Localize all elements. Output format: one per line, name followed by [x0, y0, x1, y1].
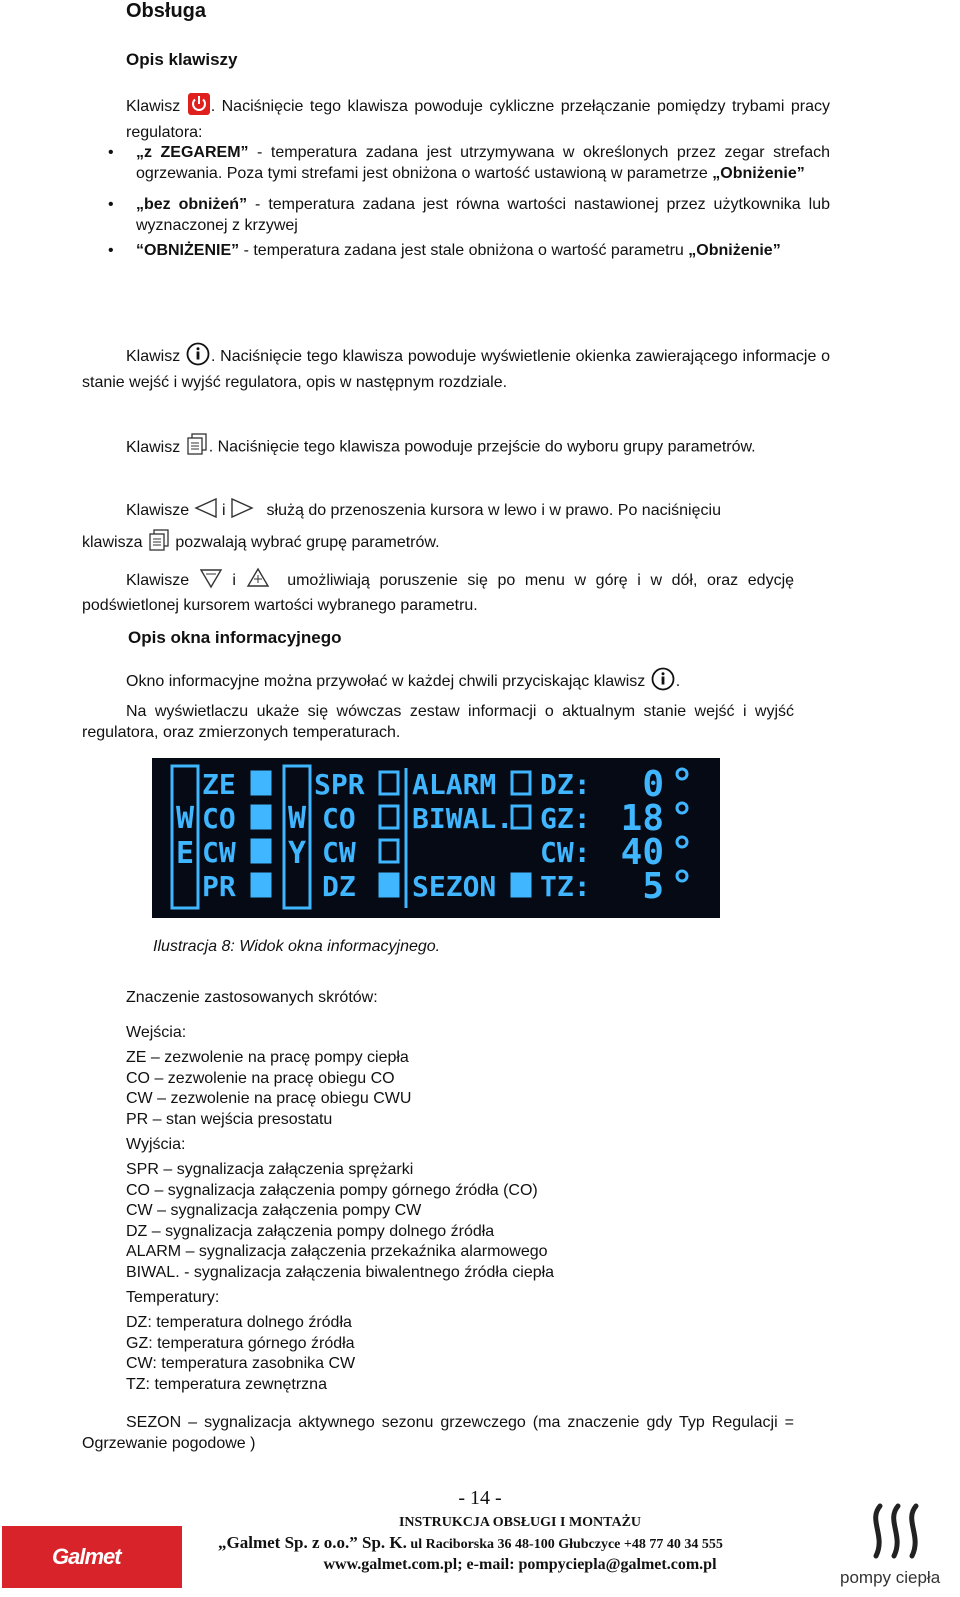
lcd-input-cw-box [252, 840, 270, 862]
lr-keys-line1: Klawisze i służą do przenoszenia kursora w lewo i w prawo. Po naciśnięciu [126, 497, 796, 525]
menu-icon [185, 432, 209, 463]
footer-company: „Galmet Sp. z o.o.” Sp. K. [218, 1533, 407, 1552]
info-window-lcd [152, 758, 720, 918]
mode-bullets [108, 142, 830, 261]
info-p2: Na wyświetlaczu ukaże się wówczas zestaw informacji o aktualnym stanie wejść i wyjść regulatora, oraz zmierzonych temperaturach. [82, 703, 794, 741]
galmet-logo [2, 1526, 182, 1588]
lcd-temp-tz-label: TZ: [540, 870, 591, 903]
legend-output-item: CO – sygnalizacja załączenia pompy górnego źródła (CO) [126, 1181, 538, 1199]
menu-key-text: . Naciśnięcie tego klawisza powoduje przejście do wyboru grupy parametrów. [208, 438, 756, 456]
info-section-title: Opis okna informacyjnego [128, 628, 342, 647]
legend-temp-item: CW: temperatura zasobnika CW [126, 1355, 356, 1372]
legend-input-item: PR – stan wejścia presostatu [126, 1110, 333, 1128]
lcd-sezon-box [512, 874, 530, 896]
footer-manual: INSTRUKCJA OBSŁUGI I MONTAŻU [398, 1515, 642, 1530]
info-key-prefix: Klawisz [126, 348, 181, 366]
pompy-ciepla-text: pompy ciepła [840, 1568, 941, 1587]
lcd-sezon: SEZON [412, 870, 497, 903]
power-key-prefix: Klawisz [126, 98, 181, 116]
arrow-up-icon [246, 567, 270, 595]
lcd-output-co-box [380, 806, 398, 828]
lcd-we-w: W [176, 801, 195, 836]
legend-output-item: SPR – sygnalizacja załączenia sprężarki [126, 1161, 414, 1178]
arrow-right-icon [230, 497, 254, 525]
lcd-wy-y: Y [288, 836, 307, 871]
lcd-temp-cw-value: 40 [620, 832, 664, 873]
legend-output-item: BIWAL. - sygnalizacja załączenia biwalentnego źródła ciepła [126, 1263, 555, 1281]
figure-caption: Ilustracja 8: Widok okna informacyjnego. [153, 938, 441, 955]
lcd-output-co: CO [322, 802, 356, 835]
lcd-temp-cw-label: CW: [540, 836, 591, 869]
pompy-ciepla-logo [836, 1502, 960, 1597]
lcd-input-pr: PR [202, 870, 236, 903]
lcd-biwal: BIWAL. [412, 802, 514, 835]
menu-icon-2 [147, 528, 171, 558]
legend-output-item: DZ – sygnalizacja załączenia pompy dolnego źródła [126, 1222, 495, 1240]
info-p1: Okno informacyjne można przywołać w każdej chwili przyciskając klawisz . [126, 667, 826, 697]
menu-key-prefix: Klawisz [126, 438, 181, 456]
info-key-text: . Naciśnięcie tego klawisza powoduje wyświetlenie okienka zawierającego informacje o stanie wejść i wyjść regulatora, opis w następnym rozdziale. [82, 348, 830, 391]
lcd-input-ze: ZE [202, 768, 236, 801]
galmet-logo-text: Galmet [52, 1544, 121, 1569]
lcd-degree-icon [677, 803, 687, 813]
info-key-paragraph [82, 342, 830, 393]
power-key-text: . Naciśnięcie tego klawisza powoduje cykliczne przełączanie pomiędzy trybami pracy regulatora: [126, 98, 830, 141]
lcd-input-ze-box [252, 772, 270, 794]
bullet-zegar: • „z ZEGAREM” - temperatura zadana jest utrzymywana w określonych przez zegar strefach ogrzewania. Poza tymi strefami jest obniżona o wartość ustawioną w parametrze „Obniżenie” [108, 144, 830, 182]
lcd-temp-gz-label: GZ: [540, 802, 591, 835]
info-icon [185, 342, 211, 372]
bullet-bez-obnizen: • „bez obniżeń” - temperatura zadana jest równa wartości nastawionej przez użytkownika lub wyznaczonej z krzywej [108, 196, 830, 234]
lcd-temp-dz-value: 0 [642, 764, 664, 805]
legend-temp-item: DZ: temperatura dolnego źródła [126, 1314, 352, 1331]
legend-intro: Znaczenie zastosowanych skrótów: [126, 989, 378, 1006]
legend-temp-item: TZ: temperatura zewnętrzna [126, 1375, 327, 1393]
lcd-input-co: CO [202, 802, 236, 835]
lcd-alarm-box [512, 772, 530, 794]
lcd-degree-icon [677, 769, 687, 779]
lcd-temp-gz-value: 18 [620, 798, 664, 839]
lcd-temp-dz-label: DZ: [540, 768, 591, 801]
legend-temps [126, 1313, 355, 1395]
heat-waves-icon [836, 1502, 960, 1562]
lcd-degree-icon [677, 871, 687, 881]
arrow-down-icon [199, 567, 223, 595]
menu-key-paragraph [82, 432, 794, 463]
ud-keys-paragraph: Klawisze i umożliwiają poruszenie się po menu w górę i w dół, oraz edycję podświetlonej kursorem wartości wybranego parametru. [82, 567, 794, 616]
page-number: - 14 - [458, 1487, 502, 1509]
legend-outputs [126, 1160, 554, 1283]
bullet-obnizenie: • “OBNIŻENIE” - temperatura zadana jest stale obniżona o wartość parametru „Obniżenie” [108, 242, 781, 259]
legend-outputs-title: Wyjścia: [126, 1136, 186, 1153]
arrow-left-icon [194, 497, 218, 525]
legend-output-item: CW – sygnalizacja załączenia pompy CW [126, 1202, 422, 1219]
lcd-degree-icon [677, 837, 687, 847]
lcd-output-dz-box [380, 874, 398, 896]
legend-input-item: ZE – zezwolenie na pracę pompy ciepła [126, 1049, 409, 1066]
lcd-biwal-box [512, 806, 530, 828]
lcd-input-co-box [252, 806, 270, 828]
lcd-output-cw-box [380, 840, 398, 862]
legend-sezon: SEZON – sygnalizacja aktywnego sezonu grzewczego (ma znaczenie gdy Typ Regulacji = Ogrzewanie pogodowe ) [82, 1414, 794, 1452]
lcd-output-cw: CW [322, 836, 356, 869]
lcd-alarm: ALARM [412, 768, 497, 801]
lcd-input-cw: CW [202, 836, 236, 869]
lcd-output-dz: DZ [322, 870, 356, 903]
lcd-output-spr: SPR [314, 768, 365, 801]
lcd-temp-tz-value: 5 [642, 866, 664, 907]
lcd-we-e: E [176, 836, 195, 871]
lcd-output-spr-box [380, 772, 398, 794]
footer-contact: www.galmet.com.pl; e-mail: pompyciepla@galmet.com.pl [323, 1556, 717, 1573]
legend-inputs [126, 1048, 411, 1130]
footer-company-line [218, 1533, 723, 1553]
legend-temp-item: GZ: temperatura górnego źródła [126, 1334, 355, 1352]
power-icon [187, 92, 211, 122]
legend-inputs-title: Wejścia: [126, 1024, 187, 1041]
legend-input-item: CW – zezwolenie na pracę obiegu CWU [126, 1090, 412, 1107]
legend-input-item: CO – zezwolenie na pracę obiegu CO [126, 1069, 395, 1087]
lr-keys-line2: klawisza pozwalają wybrać grupę parametrów. [82, 528, 782, 558]
legend-temps-title: Temperatury: [126, 1289, 220, 1306]
lcd-wy-w: W [288, 801, 307, 836]
power-key-paragraph [82, 92, 830, 143]
lcd-input-pr-box [252, 874, 270, 896]
lcd-svg [152, 758, 720, 918]
keys-title: Opis klawiszy [126, 50, 238, 69]
info-icon-2 [650, 667, 676, 697]
footer-address: ul Raciborska 36 48-100 Głubczyce +48 77 40 34 555 [406, 1537, 723, 1552]
section-title: Obsługa [126, 0, 207, 22]
legend-output-item: ALARM – sygnalizacja załączenia przekaźnika alarmowego [126, 1243, 548, 1260]
